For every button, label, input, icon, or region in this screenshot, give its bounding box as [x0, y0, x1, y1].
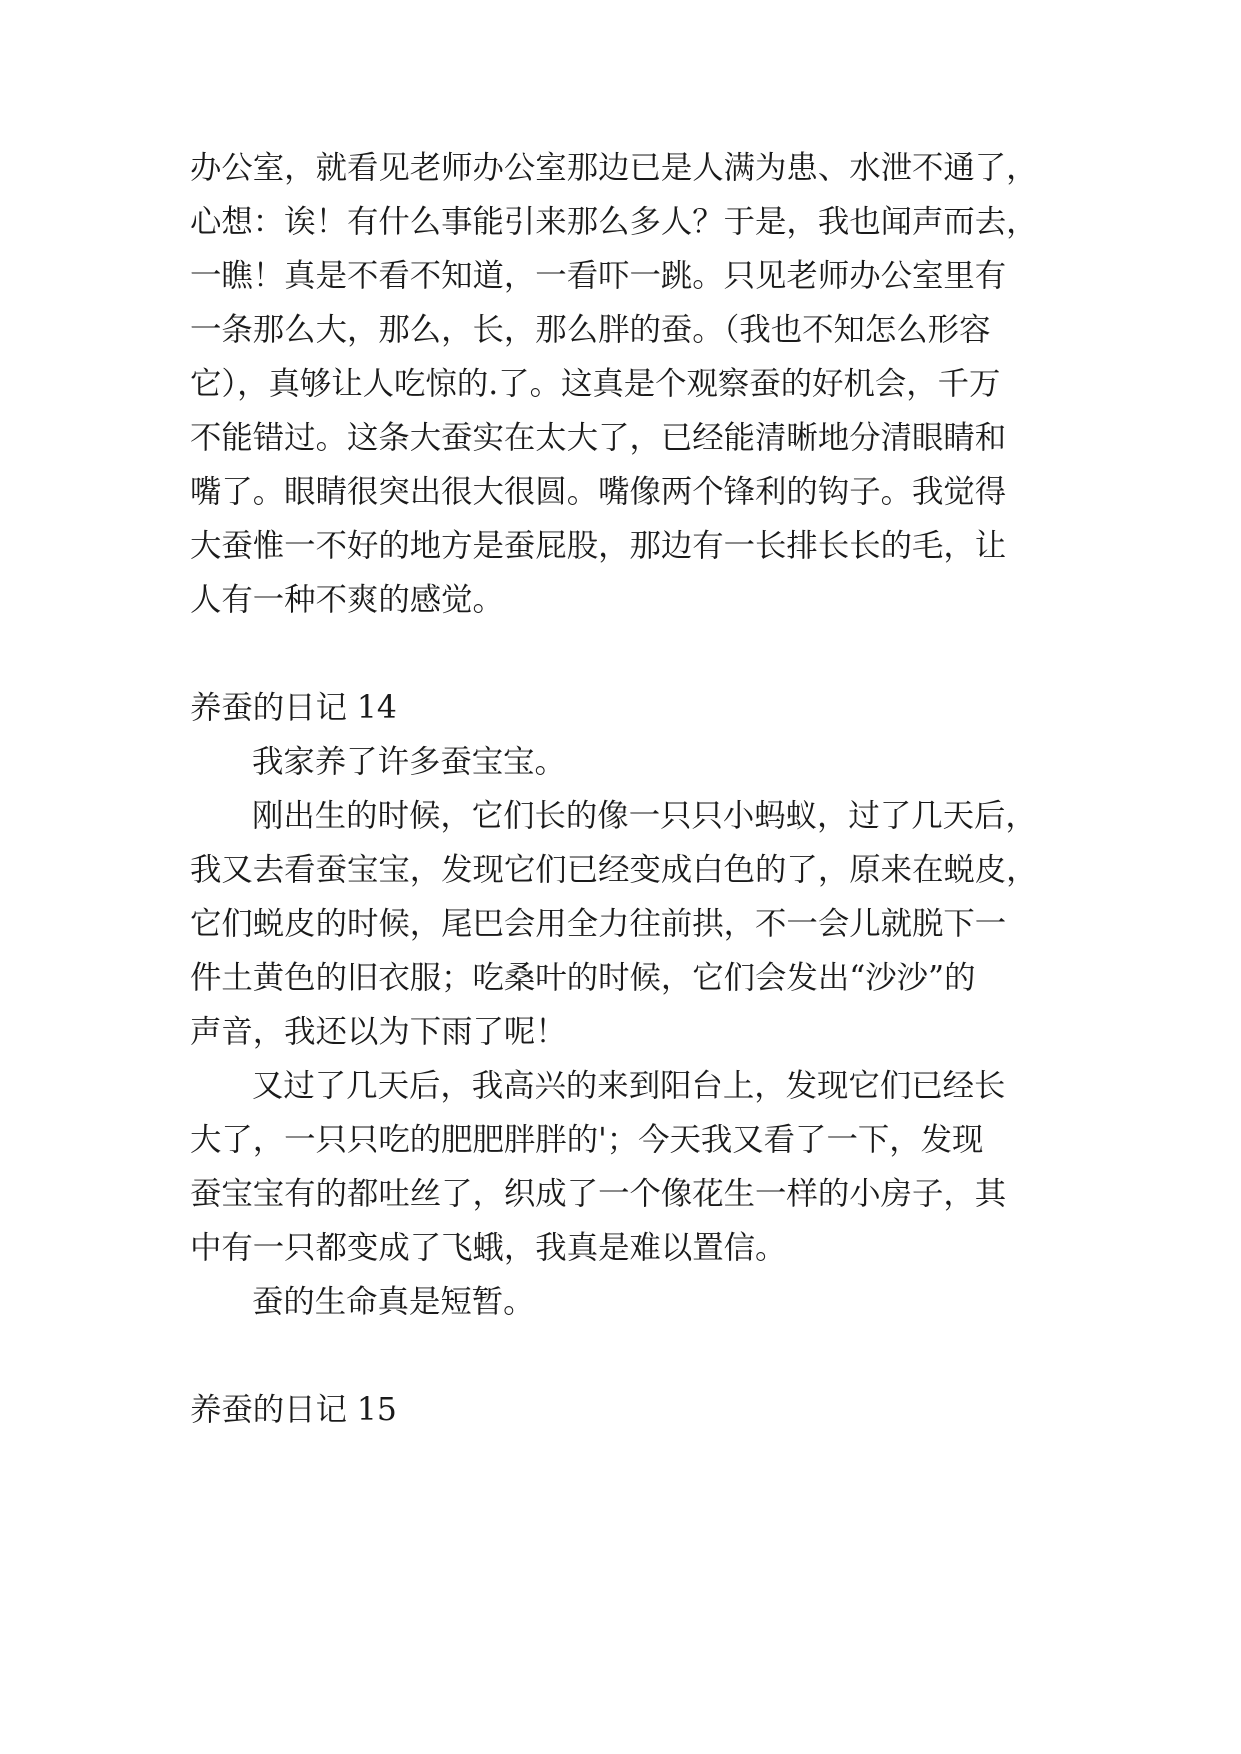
text-line: 它们蜕皮的时候，尾巴会用全力往前拱，不一会儿就脱下一: [190, 906, 1007, 942]
section-heading-15: 养蚕的日记 15: [190, 1392, 397, 1428]
text-line: 人有一种不爽的感觉。: [190, 582, 504, 618]
text-line: 蚕宝宝有的都吐丝了，织成了一个像花生一样的小房子，其: [190, 1176, 1007, 1212]
text-line: 我家养了许多蚕宝宝。: [252, 744, 566, 780]
text-line: 一条那么大，那么，长，那么胖的蚕。（我也不知怎么形容: [190, 312, 991, 348]
text-line: 刚出生的时候，它们长的像一只只小蚂蚁，过了几天后，: [252, 798, 1037, 834]
text-line: 大蚕惟一不好的地方是蚕屁股，那边有一长排长长的毛，让: [190, 528, 1007, 564]
text-line: 不能错过。这条大蚕实在太大了，已经能清晰地分清眼睛和: [190, 420, 1007, 456]
text-line: 又过了几天后，我高兴的来到阳台上，发现它们已经长: [252, 1068, 1006, 1104]
text-line: 蚕的生命真是短暂。: [252, 1284, 535, 1320]
text-line: 一瞧！真是不看不知道，一看吓一跳。只见老师办公室里有: [190, 258, 1007, 294]
text-line: 它），真够让人吃惊的.了。这真是个观察蚕的好机会，千万: [190, 366, 1001, 402]
text-line: 声音，我还以为下雨了呢！: [190, 1014, 567, 1050]
text-line: 件土黄色的旧衣服；吃桑叶的时候，它们会发出“沙沙”的: [190, 960, 976, 996]
text-line: 大了，一只只吃的肥肥胖胖的'；今天我又看了一下，发现: [190, 1122, 984, 1158]
text-line: 嘴了。眼睛很突出很大很圆。嘴像两个锋利的钩子。我觉得: [190, 474, 1007, 510]
text-line: 我又去看蚕宝宝，发现它们已经变成白色的了，原来在蜕皮，: [190, 852, 1038, 888]
section-heading-14: 养蚕的日记 14: [190, 690, 397, 726]
text-line: 中有一只都变成了飞蛾，我真是难以置信。: [190, 1230, 787, 1266]
text-line: 心想：诶！有什么事能引来那么多人？于是，我也闻声而去，: [190, 204, 1038, 240]
text-line: 办公室，就看见老师办公室那边已是人满为患、水泄不通了，: [190, 150, 1038, 186]
